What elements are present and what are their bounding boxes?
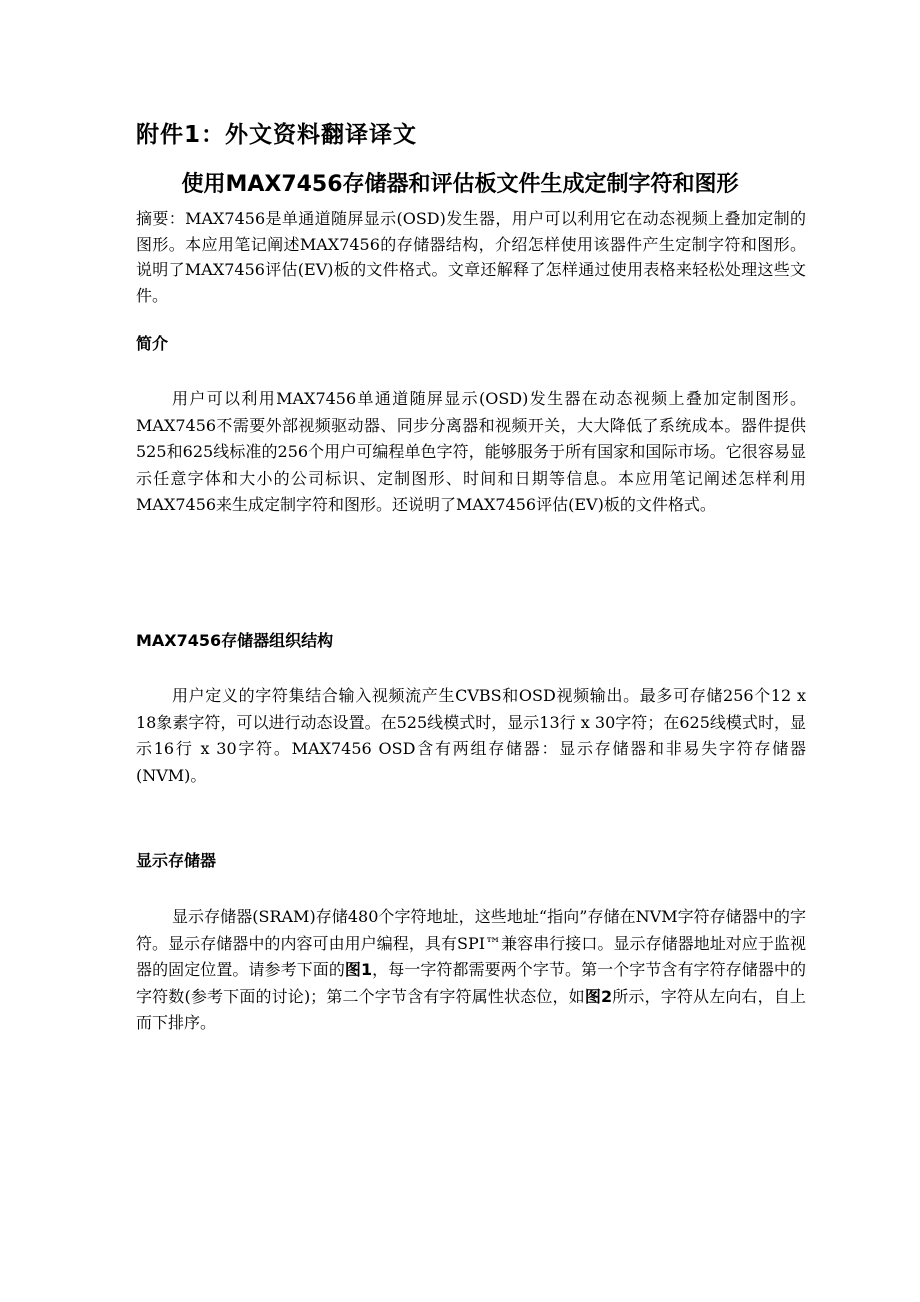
memory-organization-paragraph: 用户定义的字符集结合输入视频流产生CVBS和OSD视频输出。最多可存储256个12 x 18象素字符，可以进行动态设置。在525线模式时，显示13行 x 30字符；在625线模式时，显示16行 x 30字符。MAX7456 OSD含有两组存储器：显示存储器和非易失字符存储器(NVM)。 — [136, 686, 806, 785]
intro-paragraph: 用户可以利用MAX7456单通道随屏显示(OSD)发生器在动态视频上叠加定制图形。MAX7456不需要外部视频驱动器、同步分离器和视频开关，大大降低了系统成本。器件提供525和625线标准的256个用户可编程单色字符，能够服务于所有国家和国际市场。它很容易显示任意字体和大小的公司标识、定制图形、时间和日期等信息。本应用笔记阐述怎样利用MAX7456来生成定制字符和图形。还说明了MAX7456评估(EV)板的文件格式。 — [136, 389, 806, 514]
display-memory-text-2: ，每一字符都需要两个字节。第一个字节含有字符存储器中的字符数(参考下面的讨论)；第二个字节含有字符属性状态位，如 — [136, 960, 806, 1006]
display-memory-paragraph — [136, 904, 806, 1037]
display-memory-text-1: 显示存储器(SRAM)存储480个字符地址，这些地址“指向”存储在NVM字符存储器中的字符。显示存储器中的内容可由用户编程，具有SPI™兼容串行接口。显示存储器地址对应于监视器的固定位置。请参考下面的 — [136, 907, 806, 979]
figure-2-reference: 图2 — [584, 986, 613, 1006]
section-heading-memory-organization: MAX7456存储器组织结构 — [136, 631, 334, 650]
document-title: 使用MAX7456存储器和评估板文件生成定制字符和图形 — [181, 172, 739, 197]
abstract-paragraph: 摘要：MAX7456是单通道随屏显示(OSD)发生器，用户可以利用它在动态视频上叠加定制的图形。本应用笔记阐述MAX7456的存储器结构，介绍怎样使用该器件产生定制字符和图形。说明了MAX7456评估(EV)板的文件格式。文章还解释了怎样通过使用表格来轻松处理这些文件。 — [136, 209, 806, 305]
figure-1-reference: 图1 — [344, 960, 373, 979]
attachment-title: 附件1：外文资料翻译译文 — [136, 122, 418, 148]
section-heading-display-memory: 显示存储器 — [136, 851, 217, 870]
section-heading-intro: 简介 — [136, 334, 169, 353]
display-memory-text-3: 所示，字符从左向右，自上而下排序。 — [136, 986, 806, 1032]
